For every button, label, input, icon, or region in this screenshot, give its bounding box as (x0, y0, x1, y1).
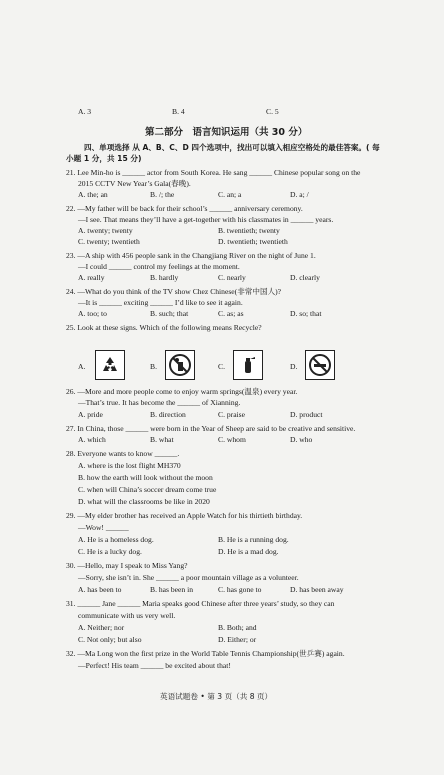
q28-option-d: D. what will the classrooms be like in 2020 (78, 497, 210, 506)
q22-option-a: A. twenty; twenty (78, 226, 133, 235)
question-22-stem-2: —I see. That means they’ll have a get-together with his classmates in ______ years. (78, 215, 334, 224)
q26-option-c: C. praise (218, 410, 245, 419)
fire-extinguisher-sign-icon (233, 350, 263, 380)
question-30-stem: 30. —Hello, may I speak to Miss Yang? (66, 561, 188, 570)
q28-option-b: B. how the earth will look without the moon (78, 473, 213, 482)
instruction-line-2: 小题 1 分，共 15 分) (66, 154, 142, 163)
question-24-stem: 24. —What do you think of the TV show Chez Chinese(非常中国人)? (66, 287, 282, 296)
q29-option-a: A. He is a homeless dog. (78, 535, 154, 544)
question-26-stem: 26. —More and more people come to enjoy warm springs(温泉) every year. (66, 387, 298, 396)
no-littering-sign-icon (165, 350, 195, 380)
q27-option-b: B. what (150, 435, 174, 444)
question-28-stem: 28. Everyone wants to know ______. (66, 449, 180, 458)
q27-option-d: D. who (290, 435, 313, 444)
page-footer: 英语试题卷 • 第 3 页（共 8 页） (160, 692, 273, 701)
q24-option-b: B. such; that (150, 309, 189, 318)
q28-option-c: C. when will China’s soccer dream come true (78, 485, 217, 494)
q25-option-d: D. (290, 362, 298, 371)
question-29-stem: 29. —My elder brother has received an Apple Watch for his thirtieth birthday. (66, 511, 303, 520)
question-25-stem: 25. Look at these signs. Which of the following means Recycle? (66, 323, 262, 332)
no-smoking-sign-icon (305, 350, 335, 380)
q28-option-a: A. where is the lost flight MH370 (78, 461, 181, 470)
q30-option-c: C. has gone to (218, 585, 262, 594)
q29-option-b: B. He is a running dog. (218, 535, 289, 544)
q22-option-c: C. twenty; twentieth (78, 237, 140, 246)
recycle-sign-icon (95, 350, 125, 380)
question-26-stem-2: —That’s true. It has become the ______ of Xianning. (78, 398, 241, 407)
question-23-stem-2: —I could ______ control my feelings at the moment. (78, 262, 240, 271)
question-31-stem-2: communicate with us very well. (78, 611, 176, 620)
q30-option-a: A. has been to (78, 585, 122, 594)
question-31-stem: 31. ______ Jane ______ Maria speaks good Chinese after three years’ study, so they can (66, 599, 335, 608)
prev-option-a: A. 3 (78, 107, 92, 116)
question-23-stem: 23. —A ship with 456 people sank in the Changjiang River on the night of June 1. (66, 251, 316, 260)
q30-option-b: B. has been in (150, 585, 194, 594)
question-32-stem: 32. —Ma Long won the first prize in the World Table Tennis Championship(世乒赛) again. (66, 649, 345, 658)
q23-option-c: C. nearly (218, 273, 246, 282)
question-21-stem: 21. Lee Min-ho is ______ actor from South Korea. He sang ______ Chinese popular song on the (66, 168, 361, 177)
q24-option-c: C. as; as (218, 309, 244, 318)
q30-option-d: D. has been away (290, 585, 344, 594)
q25-option-a: A. (78, 362, 86, 371)
q24-option-d: D. so; that (290, 309, 322, 318)
q26-option-d: D. product (290, 410, 323, 419)
prev-option-c: C. 5 (266, 107, 279, 116)
q21-option-c: C. an; a (218, 190, 242, 199)
q26-option-b: B. direction (150, 410, 186, 419)
instruction-line-1: 四、单项选择 从 A、B、C、D 四个选项中，找出可以填入相应空格处的最佳答案。( 每 (84, 143, 380, 152)
q21-option-d: D. a; / (290, 190, 309, 199)
q25-option-b: B. (150, 362, 157, 371)
question-29-stem-2: —Wow! ______ (78, 523, 129, 532)
q31-option-d: D. Either; or (218, 635, 257, 644)
q23-option-b: B. hardly (150, 273, 179, 282)
prev-option-b: B. 4 (172, 107, 185, 116)
q27-option-a: A. which (78, 435, 106, 444)
q31-option-a: A. Neither; nor (78, 623, 125, 632)
q22-option-b: B. twentieth; twenty (218, 226, 280, 235)
question-30-stem-2: —Sorry, she isn’t in. She ______ a poor mountain village as a volunteer. (78, 573, 299, 582)
q26-option-a: A. pride (78, 410, 103, 419)
question-24-stem-2: —It is ______ exciting ______ I’d like to see it again. (78, 298, 243, 307)
question-22-stem: 22. —My father will be back for their school’s ______ anniversary ceremony. (66, 204, 303, 213)
q31-option-b: B. Both; and (218, 623, 257, 632)
q24-option-a: A. too; to (78, 309, 107, 318)
question-32-stem-2: —Perfect! His team ______ be excited about that! (78, 661, 231, 670)
q23-option-a: A. really (78, 273, 105, 282)
q22-option-d: D. twentieth; twentieth (218, 237, 288, 246)
question-21-stem-2: 2015 CCTV New Year’s Gala(春晚). (78, 179, 191, 188)
q29-option-d: D. He is a mad dog. (218, 547, 279, 556)
q23-option-d: D. clearly (290, 273, 320, 282)
q27-option-c: C. whom (218, 435, 246, 444)
q21-option-a: A. the; an (78, 190, 108, 199)
section-title: 第二部分 语言知识运用（共 30 分） (145, 127, 308, 138)
q25-option-c: C. (218, 362, 225, 371)
q21-option-b: B. /; the (150, 190, 175, 199)
question-27-stem: 27. In China, those ______ were born in the Year of Sheep are said to be creative and sensitive. (66, 424, 356, 433)
q29-option-c: C. He is a lucky dog. (78, 547, 142, 556)
q31-option-c: C. Not only; but also (78, 635, 142, 644)
